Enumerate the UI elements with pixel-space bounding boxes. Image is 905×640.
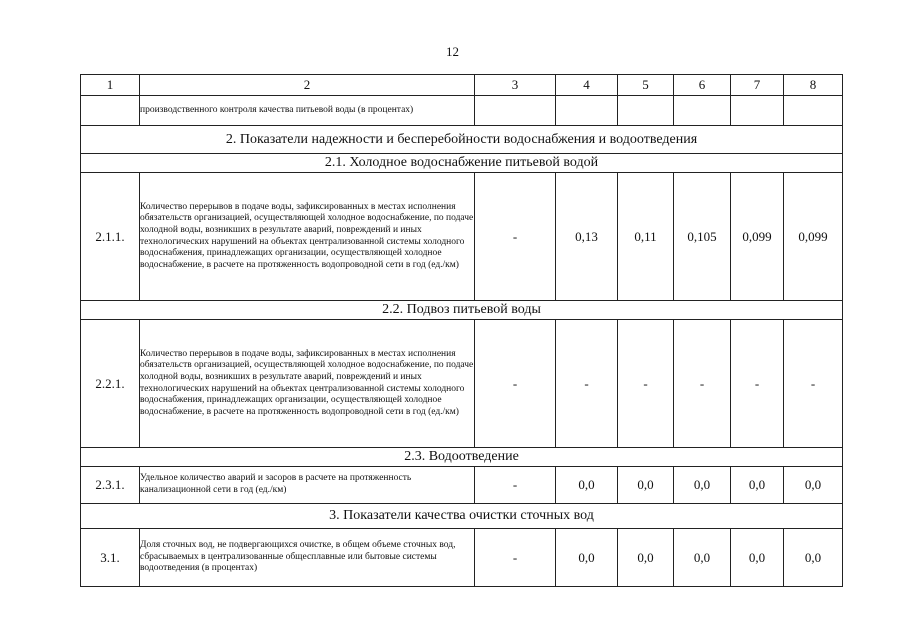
column-header: 6 (674, 75, 731, 96)
value-cell: 0,0 (618, 467, 674, 504)
column-header: 5 (618, 75, 674, 96)
value-cell: 0,0 (674, 529, 731, 587)
row-number: 3.1. (81, 529, 140, 587)
value-cell (618, 96, 674, 126)
subsection-row (81, 301, 843, 320)
header-row (81, 75, 843, 96)
indicator-description: Количество перерывов в подаче воды, зафиксированных в местах исполнения обязательств организацией, осуществляющей холодное водоснабжение, по подаче холодной воды, возникших в результате аварий, повреждений и иных технологических нарушений на объектах централизованной системы холодного водоснабжения, принадлежащих организации, осуществляющей холодное водоснабжение, в расчете на протяженность водопроводной сети в год (ед./км) (140, 173, 475, 301)
value-cell: - (674, 320, 731, 448)
table-row (81, 467, 843, 504)
indicator-description: производственного контроля качества питьевой воды (в процентах) (140, 96, 475, 126)
section-row (81, 504, 843, 529)
section-heading: 3. Показатели качества очистки сточных вод (81, 504, 843, 529)
value-cell: 0,099 (731, 173, 784, 301)
value-cell: - (784, 320, 843, 448)
table-row (81, 173, 843, 301)
value-cell: 0,13 (556, 173, 618, 301)
value-cell: 0,0 (674, 467, 731, 504)
value-cell (556, 96, 618, 126)
value-cell: 0,105 (674, 173, 731, 301)
value-cell: 0,0 (731, 529, 784, 587)
value-cell: 0,099 (784, 173, 843, 301)
subsection-heading: 2.1. Холодное водоснабжение питьевой водой (81, 154, 843, 173)
column-header: 2 (140, 75, 475, 96)
subsection-row (81, 154, 843, 173)
subsection-heading: 2.3. Водоотведение (81, 448, 843, 467)
value-cell: 0,0 (784, 529, 843, 587)
value-cell: - (475, 529, 556, 587)
value-cell: - (556, 320, 618, 448)
value-cell: 0,0 (618, 529, 674, 587)
value-cell: - (731, 320, 784, 448)
value-cell (731, 96, 784, 126)
row-number: 2.2.1. (81, 320, 140, 448)
indicators-table (80, 74, 843, 587)
section-heading: 2. Показатели надежности и бесперебойности водоснабжения и водоотведения (81, 126, 843, 154)
value-cell: - (475, 173, 556, 301)
table-row (81, 529, 843, 587)
table-row (81, 96, 843, 126)
row-number: 2.3.1. (81, 467, 140, 504)
subsection-row (81, 448, 843, 467)
section-row (81, 126, 843, 154)
value-cell: 0,0 (556, 467, 618, 504)
value-cell (784, 96, 843, 126)
value-cell (475, 96, 556, 126)
row-number: 2.1.1. (81, 173, 140, 301)
row-number (81, 96, 140, 126)
column-header: 8 (784, 75, 843, 96)
value-cell: 0,0 (731, 467, 784, 504)
column-header: 7 (731, 75, 784, 96)
value-cell: - (475, 320, 556, 448)
column-header: 1 (81, 75, 140, 96)
value-cell: 0,0 (556, 529, 618, 587)
value-cell: - (475, 467, 556, 504)
page-number: 12 (446, 44, 459, 59)
subsection-heading: 2.2. Подвоз питьевой воды (81, 301, 843, 320)
value-cell: 0,0 (784, 467, 843, 504)
table-row (81, 320, 843, 448)
indicator-description: Удельное количество аварий и засоров в расчете на протяженность канализационной сети в год (ед./км) (140, 467, 475, 504)
column-header: 4 (556, 75, 618, 96)
column-header: 3 (475, 75, 556, 96)
indicator-description: Доля сточных вод, не подвергающихся очистке, в общем объеме сточных вод, сбрасываемых в централизованные общесплавные или бытовые системы водоотведения (в процентах) (140, 529, 475, 587)
indicator-description: Количество перерывов в подаче воды, зафиксированных в местах исполнения обязательств организацией, осуществляющей холодное водоснабжение, по подаче холодной воды, возникших в результате аварий, повреждений и иных технологических нарушений на объектах централизованной системы холодного водоснабжения, принадлежащих организации, осуществляющей холодное водоснабжение, в расчете на протяженность водопроводной сети в год (ед./км) (140, 320, 475, 448)
value-cell: - (618, 320, 674, 448)
value-cell (674, 96, 731, 126)
value-cell: 0,11 (618, 173, 674, 301)
